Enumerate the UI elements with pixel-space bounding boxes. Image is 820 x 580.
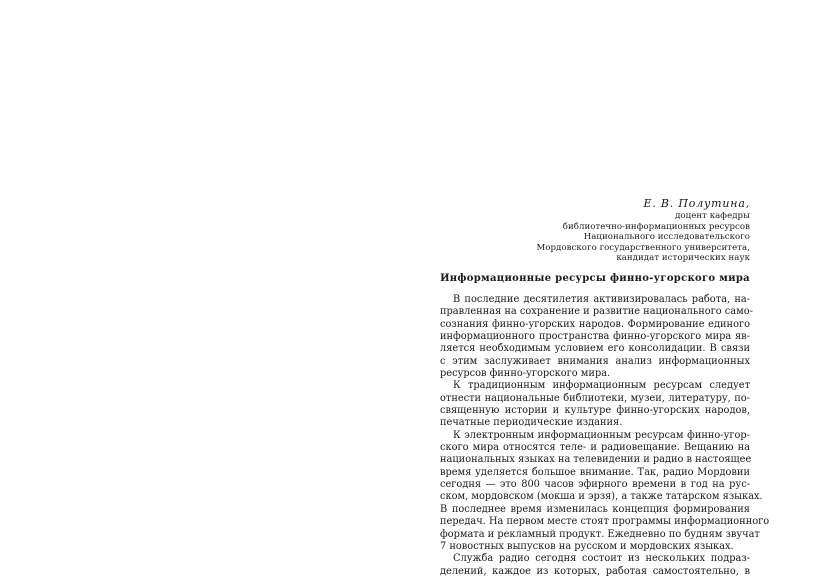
author-department: библиотечно-информационных ресурсов <box>562 221 750 232</box>
body-line: делений, каждое из которых, работая самостоятельно, в <box>440 565 750 577</box>
body-line: Служба радио сегодня состоит из нескольких подраз- <box>453 553 750 565</box>
body-line: передач. На первом месте стоят программы информационного <box>440 516 770 528</box>
author-block <box>440 197 750 264</box>
author-position: доцент кафедры <box>675 211 750 221</box>
author-institution-2: Мордовского государственного университета, <box>536 242 750 253</box>
body-line: сегодня — это 800 часов эфирного времени в год на рус- <box>440 479 750 491</box>
body-line: информационного пространства финно-угорского мира яв- <box>440 331 750 342</box>
body-line: отнести национальные библиотеки, музеи, литературу, по- <box>440 392 750 404</box>
article-title: Информационные ресурсы финно-угорского мира <box>440 272 750 284</box>
body-line: К традиционным информационным ресурсам следует <box>453 380 750 392</box>
body-line: печатные периодические издания. <box>440 417 623 429</box>
body-line: В последние десятилетия активизировалась работа, на- <box>453 293 750 305</box>
body-line: ляется необходимым условием его консолидации. В связи <box>440 343 750 355</box>
body-line: с этим заслуживает внимания анализ информационных <box>440 355 750 367</box>
body-line: К электронным информационным ресурсам финно-угор- <box>453 429 750 441</box>
body-line: ском, мордовском (мокша и эрзя), а также татарском языках. <box>440 491 763 503</box>
body-line: национальных языках на телевидении и радио в настоящее <box>440 454 752 466</box>
body-line: ресурсов финно-угорского мира. <box>440 368 611 380</box>
body-line: ского мира относятся теле- и радиовещание. Вещанию на <box>440 442 750 454</box>
body-line: 7 новостных выпусков на русском и мордовских языках. <box>440 540 734 552</box>
body-line: время уделяется большое внимание. Так, радио Мордовии <box>440 466 750 478</box>
article-body <box>440 293 770 578</box>
body-line: священную истории и культуре финно-угорских народов, <box>440 405 750 417</box>
body-line: В последнее время изменилась концепция формирования <box>440 503 750 515</box>
body-line: сознания финно-угорских народов. Формирование единого <box>440 318 750 330</box>
author-institution-1: Национального исследовательского <box>583 232 750 243</box>
body-line: правленная на сохранение и развитие национального само- <box>440 306 753 318</box>
body-line: формата и рекламный продукт. Ежедневно по будням звучат <box>440 528 760 540</box>
text-column <box>440 197 770 578</box>
author-name: Е. В. Полутина, <box>643 197 750 210</box>
author-degree: кандидат исторических наук <box>616 253 750 264</box>
